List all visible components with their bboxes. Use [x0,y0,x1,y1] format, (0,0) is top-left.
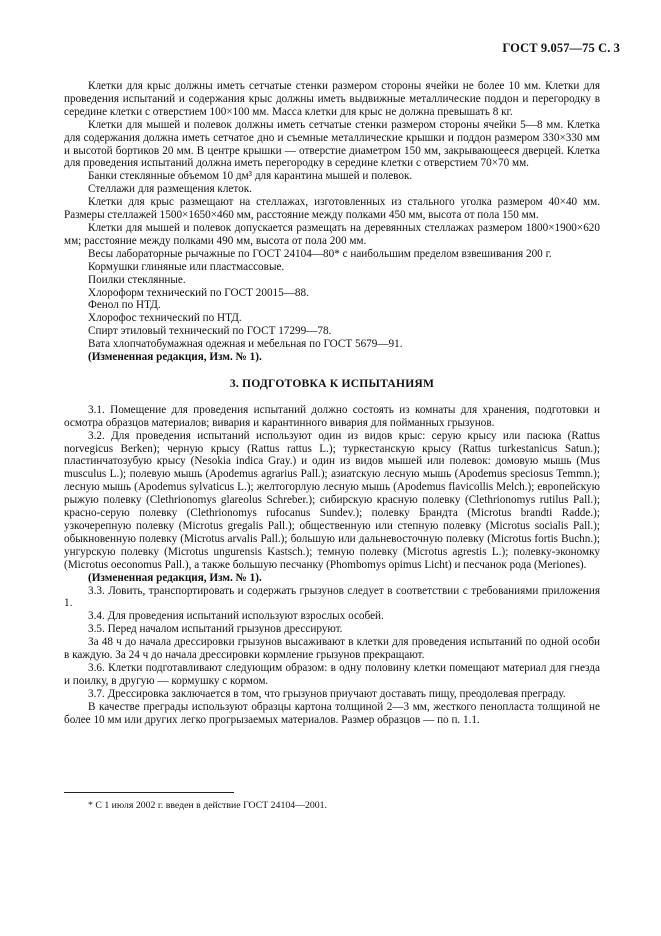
clause-paragraph: 3.4. Для проведения испытаний используют взрослых особей. [88,610,384,623]
clause-paragraph: За 48 ч до начала дрессировки грызунов высаживают в клетки для проведения испытаний по одной особи в каждую. За 24 ч до начала дрессировки кормление грызунов прекращают. [64,636,600,662]
clause-paragraph: 3.2. Для проведения испытаний используют один из видов крыс: серую крысу или пасюка (Rattus norvegicus Berken); черную крысу (Rattus rattus L.); туркестанскую крысу (Rattus turkestanicus Satun.); пластинчатозубую крысу (Nesokia indica Gray.) и один из видов мышей или полевок: домовую мышь (Mus musculus L.); полевую мышь (Apodemus agrarius Pall.); азиатскую лесную мышь (Apodemus speciosus Temmn.); лесную мышь (Apodemus sylvaticus L.); желтогорлую лесную мышь (Apodemus flavicollis Melch.); европейскую рыжую полевку (Clethrionomys glareolus Schreber.); сибирскую красную полевку (Clethrionomys rutilus Pall.); красно-серую полевку (Clethrionomys rufocanus Sundev.); полевку Брандта (Microtus brandti Radde.); узкочерепную полевку (Microtus gregalis Pall.); общественную или степную полевку (Microtus socialis Pall.); обыкновенную полевку (Microtus arvalis Pall.); большую или дальневосточную полевку (Microtus fortis Buchn.); унгурскую полевку (Microtus ungurensis Kastsch.); темную полевку (Microtus agrestis L.); полевку-экономку (Microtus oeconomus Pall.), а также большую песчанку (Phombomys opimus Licht) и песчанок рода (Meriones). [64,429,600,571]
footnote-divider [64,792,234,793]
clause-paragraph: В качестве преграды используют образцы картона толщиной 2—3 мм, жесткого пенопласта толщиной не более 10 мм или других легко прогрызаемых материалов. Размер образцов — по п. 1.1. [64,700,600,726]
edit-note: (Измененная редакция, Изм. № 1). [88,351,262,364]
edit-note: (Измененная редакция, Изм. № 1). [88,571,262,584]
paragraph: Хлорофос технический по НТД. [88,312,242,325]
paragraph: Хлороформ технический по ГОСТ 20015—88. [88,286,309,299]
footnote: * С 1 июля 2002 г. введен в действие ГОСТ 24104—2001. [88,800,327,811]
clause-paragraph: 3.5. Перед началом испытаний грызунов дрессируют. [88,623,343,636]
paragraph: Стеллажи для размещения клеток. [88,183,252,196]
paragraph: Поилки стеклянные. [88,273,186,286]
paragraph: Фенол по НТД. [88,299,161,312]
paragraph: Спирт этиловый технический по ГОСТ 17299—78. [88,325,332,338]
paragraph: Клетки для мышей и полевок должны иметь сетчатые стенки размером стороны ячейки 5—8 мм. Клетка для содержания должна иметь сетчатое дно и съемные металлические крышки и поддон размером 330×330 мм и высотой бортиков 20 мм. В центре крышки — отверстие диаметром 150 мм, закрывающееся дверцей. Клетка для проведения испытаний должна иметь перегородку в середине клетки с отверстием 70×70 мм. [64,118,600,170]
clause-paragraph: 3.1. Помещение для проведения испытаний должно состоять из комнаты для хранения, подготовки и осмотра образцов материалов; вивария и карантинного вивария для пойманных грызунов. [64,403,600,429]
document-body [64,80,600,727]
page-header: ГОСТ 9.057—75 С. 3 [502,41,620,55]
section-title: 3. ПОДГОТОВКА К ИСПЫТАНИЯМ [229,376,435,390]
paragraph: Весы лабораторные рычажные по ГОСТ 24104—80* с наибольшим пределом взвешивания 200 г. [88,247,552,260]
paragraph: Кормушки глиняные или пластмассовые. [88,260,285,273]
paragraph: Вата хлопчатобумажная одежная и мебельная по ГОСТ 5679—91. [88,338,403,351]
paragraph: Клетки для крыс должны иметь сетчатые стенки размером стороны ячейки не более 10 мм. Клетки для проведения испытаний и содержания крыс должны иметь выдвижные металлические поддон и перегородку в середине клетки с отверстием 100×100 мм. Масса клетки для крыс не должна превышать 8 кг. [64,80,600,118]
paragraph: Клетки для мышей и полевок допускается размещать на деревянных стеллажах размером 1800×1900×620 мм; расстояние между полками 490 мм, высота от пола 200 мм. [64,221,600,247]
clause-paragraph: 3.7. Дрессировка заключается в том, что грызунов приучают доставать пищу, преодолевая преграду. [88,687,566,700]
paragraph: Банки стеклянные объемом 10 дм³ для карантина мышей и полевок. [88,170,413,183]
clause-paragraph: 3.6. Клетки подготавливают следующим образом: в одну половину клетки помещают материал для гнезда и поилку, в другую — кормушку с кормом. [64,661,600,687]
clause-paragraph: 3.3. Ловить, транспортировать и содержать грызунов следует в соответствии с требованиями приложения 1. [64,584,600,610]
paragraph: Клетки для крыс размещают на стеллажах, изготовленных из стального уголка размером 40×40 мм. Размеры стеллажей 1500×1650×460 мм, расстояние между полками 450 мм, высота от пола 150 мм. [64,196,600,222]
